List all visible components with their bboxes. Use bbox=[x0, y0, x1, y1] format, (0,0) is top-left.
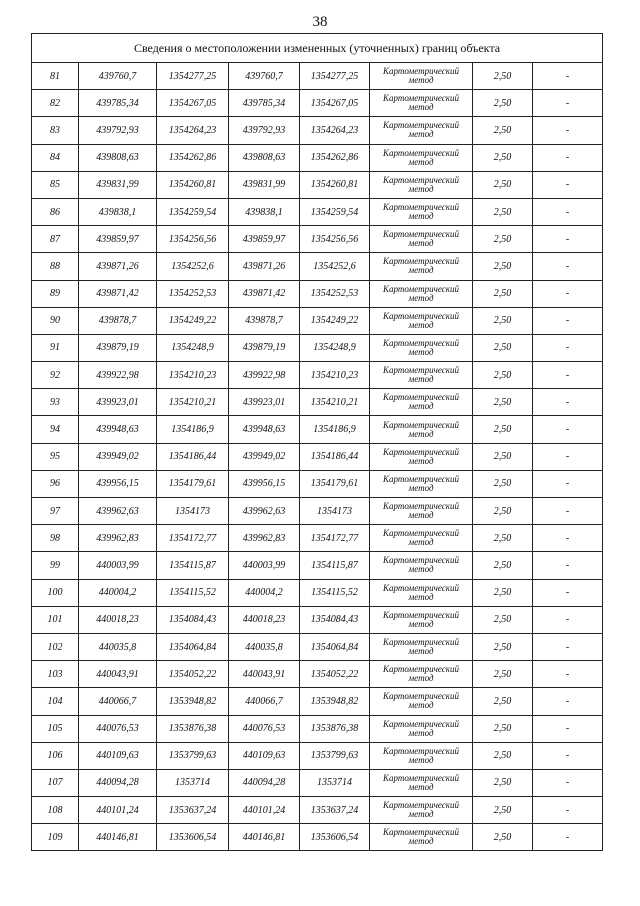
updated-x-cell: 439871,26 bbox=[229, 253, 300, 280]
method-cell: Картометрический метод bbox=[370, 579, 473, 606]
updated-y-cell: 1354115,52 bbox=[300, 579, 370, 606]
existing-x-cell: 439962,83 bbox=[79, 525, 157, 552]
note-cell: - bbox=[533, 797, 603, 824]
point-number-cell: 90 bbox=[32, 307, 79, 334]
updated-y-cell: 1353637,24 bbox=[300, 797, 370, 824]
accuracy-cell: 2,50 bbox=[473, 63, 533, 90]
updated-x-cell: 440146,81 bbox=[229, 824, 300, 851]
updated-x-cell: 439859,97 bbox=[229, 226, 300, 253]
existing-y-cell: 1354052,22 bbox=[157, 661, 229, 688]
note-cell: - bbox=[533, 253, 603, 280]
note-cell: - bbox=[533, 389, 603, 416]
existing-y-cell: 1354262,86 bbox=[157, 144, 229, 171]
point-number-cell: 89 bbox=[32, 280, 79, 307]
table-row bbox=[32, 171, 603, 198]
method-cell: Картометрический метод bbox=[370, 715, 473, 742]
updated-y-cell: 1354186,9 bbox=[300, 416, 370, 443]
accuracy-cell: 2,50 bbox=[473, 416, 533, 443]
existing-x-cell: 440018,23 bbox=[79, 606, 157, 633]
note-cell: - bbox=[533, 334, 603, 361]
existing-y-cell: 1354115,87 bbox=[157, 552, 229, 579]
accuracy-cell: 2,50 bbox=[473, 334, 533, 361]
table-row bbox=[32, 362, 603, 389]
table-row bbox=[32, 63, 603, 90]
existing-x-cell: 439760,7 bbox=[79, 63, 157, 90]
point-number-cell: 91 bbox=[32, 334, 79, 361]
table-row bbox=[32, 443, 603, 470]
existing-x-cell: 440035,8 bbox=[79, 633, 157, 660]
updated-x-cell: 440094,28 bbox=[229, 769, 300, 796]
table-row bbox=[32, 769, 603, 796]
updated-y-cell: 1354084,43 bbox=[300, 606, 370, 633]
accuracy-cell: 2,50 bbox=[473, 824, 533, 851]
method-cell: Картометрический метод bbox=[370, 63, 473, 90]
existing-x-cell: 440146,81 bbox=[79, 824, 157, 851]
updated-x-cell: 439878,7 bbox=[229, 307, 300, 334]
existing-y-cell: 1354267,05 bbox=[157, 90, 229, 117]
point-number-cell: 88 bbox=[32, 253, 79, 280]
table-row bbox=[32, 334, 603, 361]
method-cell: Картометрический метод bbox=[370, 824, 473, 851]
point-number-cell: 104 bbox=[32, 688, 79, 715]
table-row bbox=[32, 688, 603, 715]
existing-y-cell: 1354259,54 bbox=[157, 198, 229, 225]
table-row bbox=[32, 633, 603, 660]
table-row bbox=[32, 525, 603, 552]
method-cell: Картометрический метод bbox=[370, 688, 473, 715]
note-cell: - bbox=[533, 171, 603, 198]
accuracy-cell: 2,50 bbox=[473, 117, 533, 144]
accuracy-cell: 2,50 bbox=[473, 797, 533, 824]
accuracy-cell: 2,50 bbox=[473, 443, 533, 470]
updated-x-cell: 440035,8 bbox=[229, 633, 300, 660]
table-row bbox=[32, 226, 603, 253]
table-row bbox=[32, 579, 603, 606]
updated-x-cell: 439838,1 bbox=[229, 198, 300, 225]
method-cell: Картометрический метод bbox=[370, 253, 473, 280]
table-row bbox=[32, 307, 603, 334]
updated-x-cell: 439948,63 bbox=[229, 416, 300, 443]
updated-y-cell: 1354248,9 bbox=[300, 334, 370, 361]
point-number-cell: 100 bbox=[32, 579, 79, 606]
note-cell: - bbox=[533, 307, 603, 334]
method-cell: Картометрический метод bbox=[370, 226, 473, 253]
accuracy-cell: 2,50 bbox=[473, 688, 533, 715]
method-cell: Картометрический метод bbox=[370, 742, 473, 769]
table-row bbox=[32, 552, 603, 579]
accuracy-cell: 2,50 bbox=[473, 171, 533, 198]
updated-y-cell: 1354260,81 bbox=[300, 171, 370, 198]
note-cell: - bbox=[533, 117, 603, 144]
accuracy-cell: 2,50 bbox=[473, 498, 533, 525]
accuracy-cell: 2,50 bbox=[473, 769, 533, 796]
existing-y-cell: 1353876,38 bbox=[157, 715, 229, 742]
note-cell: - bbox=[533, 90, 603, 117]
updated-y-cell: 1354249,22 bbox=[300, 307, 370, 334]
existing-y-cell: 1354264,23 bbox=[157, 117, 229, 144]
existing-x-cell: 440066,7 bbox=[79, 688, 157, 715]
existing-x-cell: 440076,53 bbox=[79, 715, 157, 742]
note-cell: - bbox=[533, 525, 603, 552]
method-cell: Картометрический метод bbox=[370, 416, 473, 443]
note-cell: - bbox=[533, 742, 603, 769]
updated-x-cell: 439792,93 bbox=[229, 117, 300, 144]
table-row bbox=[32, 416, 603, 443]
method-cell: Картометрический метод bbox=[370, 552, 473, 579]
note-cell: - bbox=[533, 443, 603, 470]
existing-y-cell: 1354186,44 bbox=[157, 443, 229, 470]
existing-x-cell: 439878,7 bbox=[79, 307, 157, 334]
table-row bbox=[32, 498, 603, 525]
point-number-cell: 108 bbox=[32, 797, 79, 824]
updated-y-cell: 1354172,77 bbox=[300, 525, 370, 552]
point-number-cell: 102 bbox=[32, 633, 79, 660]
accuracy-cell: 2,50 bbox=[473, 742, 533, 769]
existing-y-cell: 1353606,54 bbox=[157, 824, 229, 851]
updated-y-cell: 1354173 bbox=[300, 498, 370, 525]
method-cell: Картометрический метод bbox=[370, 198, 473, 225]
existing-x-cell: 439923,01 bbox=[79, 389, 157, 416]
note-cell: - bbox=[533, 715, 603, 742]
updated-y-cell: 1354256,56 bbox=[300, 226, 370, 253]
method-cell: Картометрический метод bbox=[370, 280, 473, 307]
accuracy-cell: 2,50 bbox=[473, 525, 533, 552]
updated-y-cell: 1354259,54 bbox=[300, 198, 370, 225]
note-cell: - bbox=[533, 498, 603, 525]
existing-x-cell: 440109,63 bbox=[79, 742, 157, 769]
existing-y-cell: 1354248,9 bbox=[157, 334, 229, 361]
updated-x-cell: 439956,15 bbox=[229, 470, 300, 497]
existing-x-cell: 439949,02 bbox=[79, 443, 157, 470]
table-row bbox=[32, 606, 603, 633]
point-number-cell: 107 bbox=[32, 769, 79, 796]
note-cell: - bbox=[533, 226, 603, 253]
table-row bbox=[32, 661, 603, 688]
accuracy-cell: 2,50 bbox=[473, 280, 533, 307]
updated-x-cell: 439923,01 bbox=[229, 389, 300, 416]
accuracy-cell: 2,50 bbox=[473, 144, 533, 171]
existing-y-cell: 1353637,24 bbox=[157, 797, 229, 824]
table-row bbox=[32, 253, 603, 280]
table-row bbox=[32, 715, 603, 742]
method-cell: Картометрический метод bbox=[370, 525, 473, 552]
updated-x-cell: 439962,83 bbox=[229, 525, 300, 552]
updated-y-cell: 1354064,84 bbox=[300, 633, 370, 660]
existing-x-cell: 439948,63 bbox=[79, 416, 157, 443]
accuracy-cell: 2,50 bbox=[473, 307, 533, 334]
table-row bbox=[32, 198, 603, 225]
point-number-cell: 101 bbox=[32, 606, 79, 633]
method-cell: Картометрический метод bbox=[370, 117, 473, 144]
point-number-cell: 87 bbox=[32, 226, 79, 253]
note-cell: - bbox=[533, 362, 603, 389]
updated-y-cell: 1353714 bbox=[300, 769, 370, 796]
method-cell: Картометрический метод bbox=[370, 307, 473, 334]
existing-y-cell: 1354252,53 bbox=[157, 280, 229, 307]
existing-x-cell: 439879,19 bbox=[79, 334, 157, 361]
existing-x-cell: 439792,93 bbox=[79, 117, 157, 144]
updated-y-cell: 1353876,38 bbox=[300, 715, 370, 742]
accuracy-cell: 2,50 bbox=[473, 253, 533, 280]
updated-x-cell: 439808,63 bbox=[229, 144, 300, 171]
updated-y-cell: 1354052,22 bbox=[300, 661, 370, 688]
note-cell: - bbox=[533, 769, 603, 796]
page-number: 38 bbox=[312, 14, 328, 30]
note-cell: - bbox=[533, 661, 603, 688]
method-cell: Картометрический метод bbox=[370, 90, 473, 117]
existing-x-cell: 439871,26 bbox=[79, 253, 157, 280]
updated-x-cell: 439949,02 bbox=[229, 443, 300, 470]
note-cell: - bbox=[533, 470, 603, 497]
updated-y-cell: 1354267,05 bbox=[300, 90, 370, 117]
existing-x-cell: 439859,97 bbox=[79, 226, 157, 253]
existing-y-cell: 1354252,6 bbox=[157, 253, 229, 280]
point-number-cell: 95 bbox=[32, 443, 79, 470]
accuracy-cell: 2,50 bbox=[473, 470, 533, 497]
table-row bbox=[32, 389, 603, 416]
updated-y-cell: 1353606,54 bbox=[300, 824, 370, 851]
table-row bbox=[32, 117, 603, 144]
existing-y-cell: 1354186,9 bbox=[157, 416, 229, 443]
note-cell: - bbox=[533, 198, 603, 225]
existing-x-cell: 440094,28 bbox=[79, 769, 157, 796]
table-row bbox=[32, 144, 603, 171]
updated-x-cell: 440018,23 bbox=[229, 606, 300, 633]
method-cell: Картометрический метод bbox=[370, 661, 473, 688]
updated-y-cell: 1353948,82 bbox=[300, 688, 370, 715]
updated-x-cell: 440076,53 bbox=[229, 715, 300, 742]
updated-y-cell: 1354252,6 bbox=[300, 253, 370, 280]
accuracy-cell: 2,50 bbox=[473, 362, 533, 389]
point-number-cell: 83 bbox=[32, 117, 79, 144]
accuracy-cell: 2,50 bbox=[473, 198, 533, 225]
existing-y-cell: 1353714 bbox=[157, 769, 229, 796]
table-title-row bbox=[32, 34, 603, 63]
existing-y-cell: 1354064,84 bbox=[157, 633, 229, 660]
existing-y-cell: 1354115,52 bbox=[157, 579, 229, 606]
existing-x-cell: 440101,24 bbox=[79, 797, 157, 824]
point-number-cell: 98 bbox=[32, 525, 79, 552]
updated-x-cell: 440043,91 bbox=[229, 661, 300, 688]
existing-y-cell: 1354256,56 bbox=[157, 226, 229, 253]
point-number-cell: 82 bbox=[32, 90, 79, 117]
table-row bbox=[32, 742, 603, 769]
existing-x-cell: 439838,1 bbox=[79, 198, 157, 225]
accuracy-cell: 2,50 bbox=[473, 552, 533, 579]
point-number-cell: 103 bbox=[32, 661, 79, 688]
method-cell: Картометрический метод bbox=[370, 470, 473, 497]
existing-y-cell: 1353799,63 bbox=[157, 742, 229, 769]
note-cell: - bbox=[533, 824, 603, 851]
updated-x-cell: 440004,2 bbox=[229, 579, 300, 606]
method-cell: Картометрический метод bbox=[370, 633, 473, 660]
accuracy-cell: 2,50 bbox=[473, 90, 533, 117]
accuracy-cell: 2,50 bbox=[473, 661, 533, 688]
accuracy-cell: 2,50 bbox=[473, 389, 533, 416]
existing-y-cell: 1354173 bbox=[157, 498, 229, 525]
updated-x-cell: 440003,99 bbox=[229, 552, 300, 579]
existing-y-cell: 1354179,61 bbox=[157, 470, 229, 497]
note-cell: - bbox=[533, 688, 603, 715]
updated-x-cell: 439962,63 bbox=[229, 498, 300, 525]
note-cell: - bbox=[533, 416, 603, 443]
existing-y-cell: 1354249,22 bbox=[157, 307, 229, 334]
point-number-cell: 92 bbox=[32, 362, 79, 389]
updated-y-cell: 1354210,21 bbox=[300, 389, 370, 416]
updated-x-cell: 440109,63 bbox=[229, 742, 300, 769]
updated-y-cell: 1353799,63 bbox=[300, 742, 370, 769]
table-row bbox=[32, 280, 603, 307]
table-row bbox=[32, 470, 603, 497]
accuracy-cell: 2,50 bbox=[473, 633, 533, 660]
method-cell: Картометрический метод bbox=[370, 389, 473, 416]
note-cell: - bbox=[533, 633, 603, 660]
point-number-cell: 106 bbox=[32, 742, 79, 769]
note-cell: - bbox=[533, 552, 603, 579]
existing-y-cell: 1354210,23 bbox=[157, 362, 229, 389]
updated-x-cell: 439922,98 bbox=[229, 362, 300, 389]
point-number-cell: 105 bbox=[32, 715, 79, 742]
point-number-cell: 96 bbox=[32, 470, 79, 497]
updated-y-cell: 1354262,86 bbox=[300, 144, 370, 171]
updated-y-cell: 1354115,87 bbox=[300, 552, 370, 579]
updated-x-cell: 439785,34 bbox=[229, 90, 300, 117]
updated-x-cell: 439871,42 bbox=[229, 280, 300, 307]
note-cell: - bbox=[533, 144, 603, 171]
updated-x-cell: 440066,7 bbox=[229, 688, 300, 715]
updated-y-cell: 1354264,23 bbox=[300, 117, 370, 144]
existing-x-cell: 440004,2 bbox=[79, 579, 157, 606]
method-cell: Картометрический метод bbox=[370, 606, 473, 633]
table-row bbox=[32, 90, 603, 117]
method-cell: Картометрический метод bbox=[370, 144, 473, 171]
accuracy-cell: 2,50 bbox=[473, 226, 533, 253]
existing-x-cell: 440043,91 bbox=[79, 661, 157, 688]
note-cell: - bbox=[533, 606, 603, 633]
note-cell: - bbox=[533, 579, 603, 606]
table-row bbox=[32, 824, 603, 851]
existing-y-cell: 1354260,81 bbox=[157, 171, 229, 198]
point-number-cell: 86 bbox=[32, 198, 79, 225]
point-number-cell: 97 bbox=[32, 498, 79, 525]
method-cell: Картометрический метод bbox=[370, 334, 473, 361]
accuracy-cell: 2,50 bbox=[473, 606, 533, 633]
existing-y-cell: 1354172,77 bbox=[157, 525, 229, 552]
accuracy-cell: 2,50 bbox=[473, 715, 533, 742]
method-cell: Картометрический метод bbox=[370, 797, 473, 824]
method-cell: Картометрический метод bbox=[370, 443, 473, 470]
method-cell: Картометрический метод bbox=[370, 171, 473, 198]
point-number-cell: 99 bbox=[32, 552, 79, 579]
point-number-cell: 81 bbox=[32, 63, 79, 90]
updated-y-cell: 1354179,61 bbox=[300, 470, 370, 497]
updated-x-cell: 440101,24 bbox=[229, 797, 300, 824]
updated-y-cell: 1354252,53 bbox=[300, 280, 370, 307]
existing-x-cell: 439922,98 bbox=[79, 362, 157, 389]
method-cell: Картометрический метод bbox=[370, 362, 473, 389]
existing-x-cell: 439871,42 bbox=[79, 280, 157, 307]
point-number-cell: 93 bbox=[32, 389, 79, 416]
accuracy-cell: 2,50 bbox=[473, 579, 533, 606]
updated-x-cell: 439831,99 bbox=[229, 171, 300, 198]
point-number-cell: 109 bbox=[32, 824, 79, 851]
existing-x-cell: 439808,63 bbox=[79, 144, 157, 171]
table-row bbox=[32, 797, 603, 824]
updated-x-cell: 439760,7 bbox=[229, 63, 300, 90]
point-number-cell: 84 bbox=[32, 144, 79, 171]
existing-x-cell: 440003,99 bbox=[79, 552, 157, 579]
table-title: Сведения о местоположении измененных (уточненных) границ объекта bbox=[32, 34, 603, 63]
point-number-cell: 94 bbox=[32, 416, 79, 443]
existing-x-cell: 439785,34 bbox=[79, 90, 157, 117]
existing-y-cell: 1354084,43 bbox=[157, 606, 229, 633]
point-number-cell: 85 bbox=[32, 171, 79, 198]
note-cell: - bbox=[533, 280, 603, 307]
note-cell: - bbox=[533, 63, 603, 90]
existing-x-cell: 439956,15 bbox=[79, 470, 157, 497]
existing-y-cell: 1354210,21 bbox=[157, 389, 229, 416]
method-cell: Картометрический метод bbox=[370, 769, 473, 796]
method-cell: Картометрический метод bbox=[370, 498, 473, 525]
boundary-coordinates-table bbox=[31, 33, 603, 851]
updated-y-cell: 1354277,25 bbox=[300, 63, 370, 90]
updated-x-cell: 439879,19 bbox=[229, 334, 300, 361]
existing-y-cell: 1354277,25 bbox=[157, 63, 229, 90]
updated-y-cell: 1354186,44 bbox=[300, 443, 370, 470]
existing-x-cell: 439962,63 bbox=[79, 498, 157, 525]
existing-y-cell: 1353948,82 bbox=[157, 688, 229, 715]
updated-y-cell: 1354210,23 bbox=[300, 362, 370, 389]
existing-x-cell: 439831,99 bbox=[79, 171, 157, 198]
